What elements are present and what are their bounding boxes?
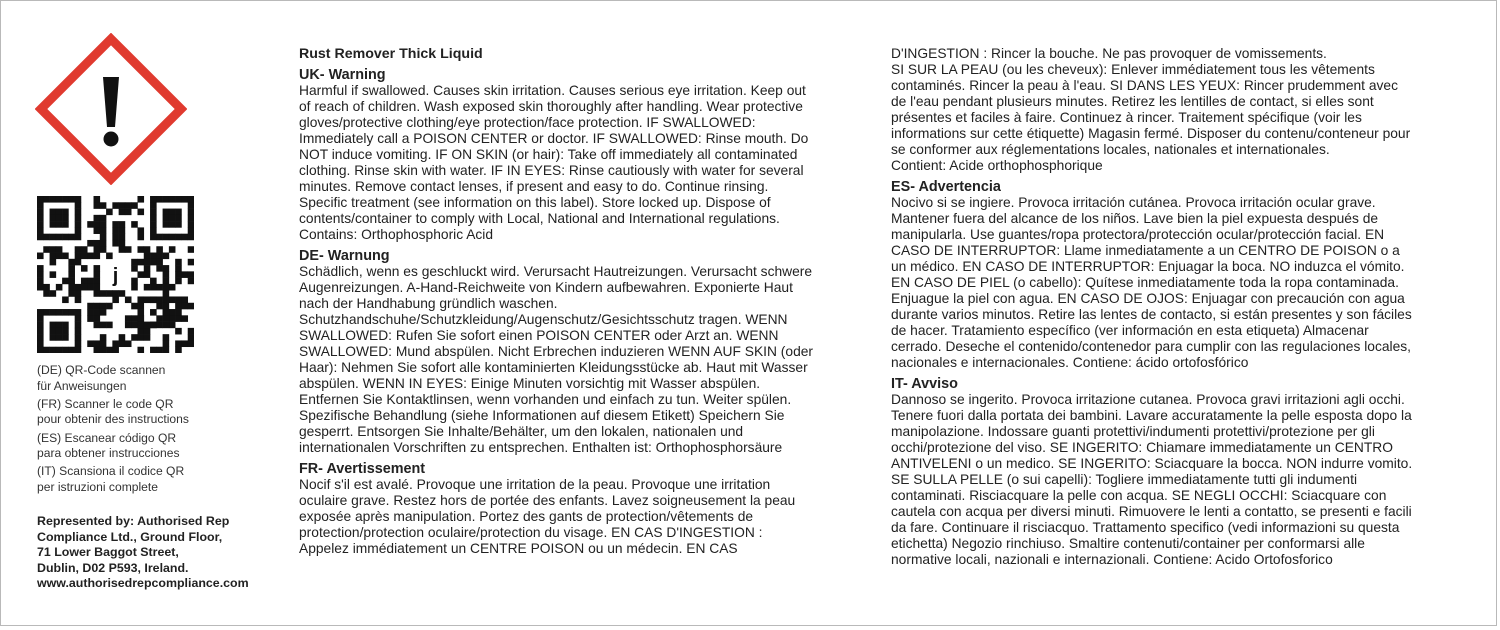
text-line: Contains: Orthophosphoric Acid — [299, 227, 494, 242]
text-line: Augenreizungen. A-Hand-Reichweite von Kindern aufbewahren. Exponierte Haut — [299, 280, 793, 295]
text-line: normative locali, nazionali e internazionali. Contiene: Acido Ortofosforico — [891, 552, 1333, 567]
text-line: Immediately call a POISON CENTER or doctor. IF SWALLOWED: Rinse mouth. Do — [299, 131, 809, 146]
text-line: gloves/protective clothing/eye protection/face protection. IF SWALLOWED: — [299, 115, 756, 130]
qr-code[interactable] — [37, 196, 194, 353]
text-line: nach der Handhabung gründlich waschen. — [299, 296, 558, 311]
text-line: EN CASO DE PIEL (o cabello): Quítese inmediatamente toda la ropa contaminada. — [891, 275, 1399, 290]
text-line: Tenere fuori dalla portata dei bambini. Lavare accuratamente la pelle esposta dopo la — [891, 408, 1412, 423]
text-line: manipularla. Use guantes/ropa protectora/protección ocular/protección facial. EN — [891, 227, 1385, 242]
text-line: internationalen Vorschriften zu entsprechen. Enthalten ist: Orthophosphorsäure — [299, 440, 783, 455]
text-line: nacionales e internacionales. Contiene: ácido ortofosfórico — [891, 355, 1249, 370]
text-line: ANTIVELENI o un medico. SE INGERITO: Sciacquare la bocca. NON indurre vomito. — [891, 456, 1413, 471]
qr-note-es: (ES) Escanear código QR para obtener instrucciones — [37, 430, 180, 461]
text-line: durante varios minutos. Retire las lentes de contacto, si están presentes y son fáciles — [891, 307, 1412, 322]
text-line: NOT induce vomiting. IF ON SKIN (or hair): Take off immediately all contaminated — [299, 147, 798, 162]
section-heading-de: DE- Warnung — [299, 248, 390, 264]
text-line: présentes et faciles à faire. Continuez à rincer. Traitement spécifique (voir les — [891, 110, 1362, 125]
ghs-exclamation-hazard-icon — [35, 33, 187, 185]
warnings-column-middle — [299, 46, 884, 557]
section-body-de — [299, 264, 884, 456]
text-line: Mantener fuera del alcance de los niños. Lave bien la piel expuesta después de — [891, 211, 1379, 226]
text-line: de hacer. Tratamiento específico (ver información en esta etiqueta) Almacenar — [891, 323, 1369, 338]
qr-instructions — [37, 363, 252, 498]
text-line: Haar): Nehmen Sie sofort alle kontaminierten Kleidungsstücke ab. Haut mit Wasser — [299, 360, 808, 375]
qr-note-it: (IT) Scansiona il codice QR per istruzioni complete — [37, 464, 185, 494]
text-line: SI SUR LA PEAU (ou les cheveux): Enlever immédiatement tous les vêtements — [891, 62, 1375, 77]
text-line: contaminés. Rincer la peau à l'eau. SI DANS LES YEUX: Rincer prudemment avec — [891, 78, 1398, 93]
text-line: SWALLOWED: Rufen Sie sofort einen POISON CENTER oder Arzt an. WENN — [299, 328, 779, 343]
text-line: Nocivo si se ingiere. Provoca irritación cutánea. Provoca irritación ocular grave. — [891, 195, 1376, 210]
text-line: etichetta) Negozio rinchiuso. Smaltire contenuti/container per conformarsi alle — [891, 536, 1365, 551]
text-line: Harmful if swallowed. Causes skin irritation. Causes serious eye irritation. Keep out — [299, 83, 806, 98]
section-body-fr — [299, 477, 884, 557]
text-line: de l'eau pendant plusieurs minutes. Retirez les lentilles de contact, si elles sont — [891, 94, 1374, 109]
text-line: gesperrt. Entsorgen Sie Inhalte/Behälter, um den lokalen, nationalen und — [299, 424, 744, 439]
text-line: oculaire grave. Restez hors de portée des enfants. Lavez soigneusement la peau — [299, 493, 796, 508]
section-body-fr-continued — [891, 46, 1491, 174]
qr-note-fr: (FR) Scanner le code QR pour obtenir des instructions — [37, 396, 189, 427]
section-heading-uk: UK- Warning — [299, 67, 386, 83]
representative-website[interactable]: www.authorisedrepcompliance.com — [37, 576, 249, 591]
text-line: SE SULLA PELLE (o sui capelli): Togliere immediatamente tutti gli indumenti — [891, 472, 1358, 487]
text-line: Entfernen Sie Kontaktlinsen, wenn vorhanden und einfach zu tun. Weiter spülen. — [299, 392, 792, 407]
text-line: informations sur cette étiquette) Magasin fermé. Disposer du contenu/conteneur pour — [891, 126, 1411, 141]
text-line: of reach of children. Wash exposed skin thoroughly after handling. Wear protective — [299, 99, 803, 114]
product-title: Rust Remover Thick Liquid — [299, 46, 483, 62]
text-line: Schutzhandschuhe/Schutzkleidung/Augenschutz/Gesichtsschutz tragen. WENN — [299, 312, 788, 327]
text-line: Nocif s'il est avalé. Provoque une irritation de la peau. Provoque une irritation — [299, 477, 771, 492]
qr-note-de: (DE) QR-Code scannen für Anweisungen — [37, 363, 166, 393]
text-line: Spezifische Behandlung (siehe Informationen auf diesem Etikett) Speichern Sie — [299, 408, 785, 423]
text-line: Dannoso se ingerito. Provoca irritazione cutanea. Provoca gravi irritazioni agli occhi. — [891, 392, 1405, 407]
text-line: Schädlich, wenn es geschluckt wird. Verursacht Hautreizungen. Verursacht schwere — [299, 264, 813, 279]
section-body-uk — [299, 83, 884, 243]
section-body-it — [891, 392, 1491, 568]
text-line: occhi/protezione del viso. SE INGERITO: Chiamare immediatamente un CENTRO — [891, 440, 1393, 455]
representative-address: Represented by: Authorised Rep Compliance Ltd., Ground Floor, 71 Lower Baggot Street, Dublin, D02 P593, Ireland. www.authorisedrepcompliance.com — [37, 514, 297, 592]
text-line: SWALLOWED: Mund abspülen. Nicht Erbrechen induzieren WENN AUF SKIN (oder — [299, 344, 814, 359]
text-line: Contient: Acide orthophosphorique — [891, 158, 1103, 173]
text-line: CASO DE INTERRUPTOR: Llame inmediatamente a un CENTRO DE POISON o a — [891, 243, 1400, 258]
text-line: clothing. Rinse skin with water. IF IN EYES: Rinse cautiously with water for several — [299, 163, 804, 178]
text-line: protection/protection oculaire/protection du visage. EN CAS D'INGESTION : — [299, 525, 763, 540]
qr-center-logo: j — [112, 265, 119, 287]
text-line: Appelez immédiatement un CENTRE POISON ou un médecin. EN CAS — [299, 541, 738, 556]
text-line: cautela con acqua per diversi minuti. Rimuovere le lenti a contatto, se presenti e facili — [891, 504, 1412, 519]
text-line: exposée après manipulation. Portez des gants de protection/vêtements de — [299, 509, 754, 524]
text-line: abspülen. WENN IN EYES: Einige Minuten vorsichtig mit Wasser abspülen. — [299, 376, 761, 391]
text-line: Enjuague la piel con agua. EN CASO DE OJOS: Enjuagar con precaución con agua — [891, 291, 1405, 306]
text-line: un médico. EN CASO DE INTERRUPTOR: Enjuagar la boca. NO induzca el vómito. — [891, 259, 1405, 274]
text-line: Specific treatment (see information on this label). Store locked up. Dispose of — [299, 195, 771, 210]
text-line: contaminati. Risciacquare la pelle con acqua. SE NEGLI OCCHI: Sciacquare con — [891, 488, 1387, 503]
section-heading-it: IT- Avviso — [891, 376, 958, 392]
text-line: manipolazione. Indossare guanti protettivi/indumenti protettivi/protezione per gli — [891, 424, 1375, 439]
section-heading-fr: FR- Avertissement — [299, 461, 426, 477]
section-heading-es: ES- Advertencia — [891, 179, 1001, 195]
text-line: D'INGESTION : Rincer la bouche. Ne pas provoquer de vomissements. — [891, 46, 1327, 61]
text-line: da fare. Continuare il risciacquo. Trattamento specifico (vedi informazioni su questa — [891, 520, 1400, 535]
section-body-es — [891, 195, 1491, 371]
text-line: cerrado. Deseche el contenido/contenedor para cumplir con las regulaciones locales, — [891, 339, 1411, 354]
text-line: minutes. Remove contact lenses, if present and easy to do. Continue rinsing. — [299, 179, 769, 194]
warnings-column-right — [891, 46, 1491, 568]
text-line: se conformer aux réglementations locales, nationales et internationales. — [891, 142, 1330, 157]
text-line: contents/container to comply with Local, National and International regulations. — [299, 211, 780, 226]
